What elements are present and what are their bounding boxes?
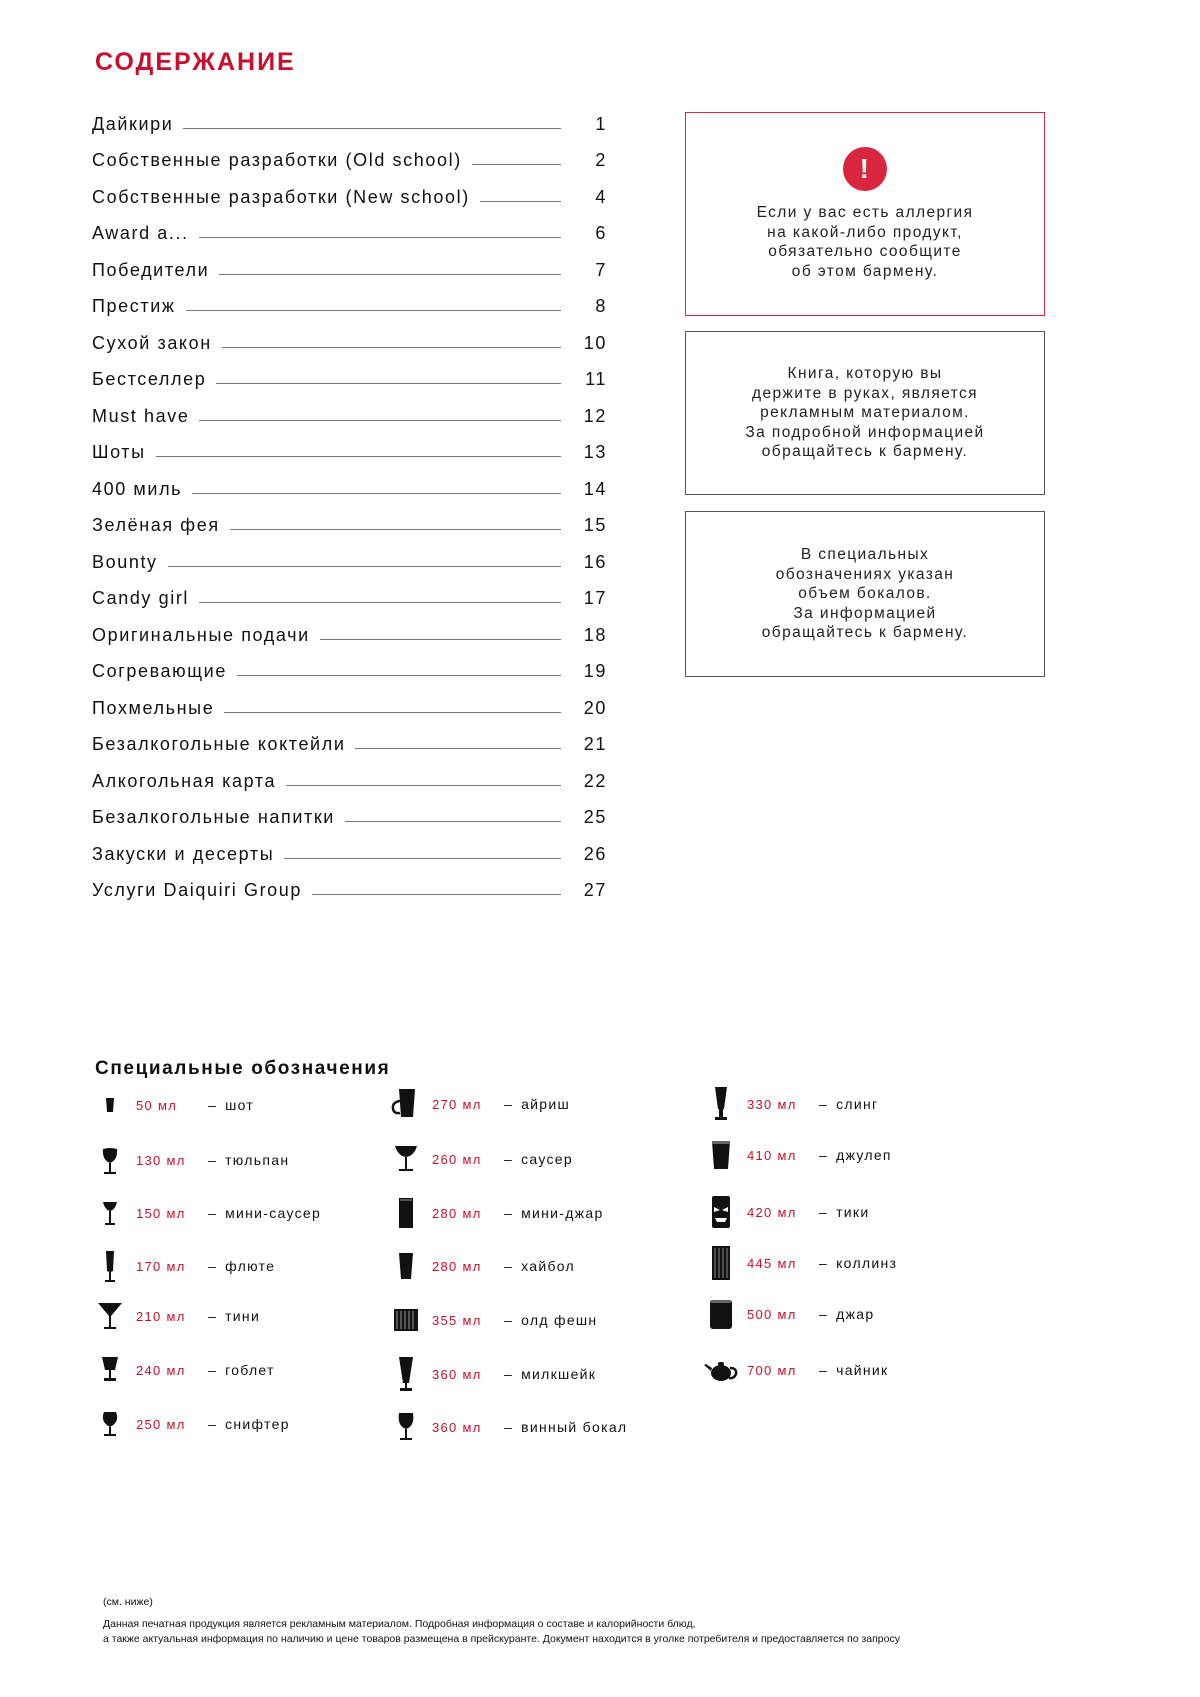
toc-item-label: Candy girl <box>92 588 190 608</box>
tulip-glass-icon <box>90 1143 130 1177</box>
glass-legend-item <box>701 1087 878 1121</box>
glass-legend-item <box>90 1143 289 1177</box>
glass-legend-item <box>701 1353 888 1387</box>
toc-item-page: 6 <box>595 223 607 243</box>
dash-separator: – <box>819 1147 829 1163</box>
toc-item-label: Зелёная фея <box>92 515 220 535</box>
toc-leader-line <box>224 712 561 713</box>
toc-item-page: 14 <box>583 478 607 499</box>
dash-separator: – <box>504 1366 514 1382</box>
toc-item <box>92 463 607 500</box>
glass-legend-item <box>90 1249 275 1283</box>
glass-name: джар <box>836 1306 875 1322</box>
toc-leader-line <box>199 237 561 238</box>
dash-separator: – <box>504 1312 514 1328</box>
toc-leader-line <box>320 639 561 640</box>
glass-legend-item <box>90 1407 290 1441</box>
glass-name: джулеп <box>836 1147 892 1163</box>
irish-glass-icon <box>386 1087 426 1121</box>
toc-item-page: 25 <box>583 807 607 827</box>
advert-notice <box>685 331 1045 495</box>
dash-separator: – <box>819 1362 829 1378</box>
toc-item-label: Согревающие <box>92 661 227 681</box>
footer-disclaimer <box>103 1617 1103 1647</box>
toc-item <box>92 865 607 902</box>
toc-item <box>92 98 607 135</box>
glass-name: снифтер <box>225 1416 290 1432</box>
toc-item-label: Закуски и десерты <box>92 843 275 864</box>
dash-separator: – <box>819 1204 829 1220</box>
glass-legend-item <box>386 1410 627 1444</box>
toc-leader-line <box>312 894 561 895</box>
toc-leader-line <box>230 529 561 530</box>
toc-item <box>92 792 607 829</box>
glass-name: чайник <box>836 1362 889 1378</box>
glass-legend-item <box>701 1246 897 1280</box>
toc-item-label: Бестселлер <box>92 369 207 389</box>
toc-leader-line <box>183 128 561 129</box>
toc-item-page: 27 <box>583 880 607 900</box>
toc-leader-line <box>237 675 561 676</box>
toc-item-page: 1 <box>595 113 607 134</box>
toc-item-label: Собственные разработки (Old school) <box>92 150 462 170</box>
glass-name: айриш <box>521 1096 571 1112</box>
toc-item <box>92 281 607 318</box>
toc-leader-line <box>199 602 561 603</box>
dash-separator: – <box>208 1205 218 1221</box>
glass-volume: 445 мл <box>747 1255 797 1271</box>
dash-separator: – <box>208 1416 218 1432</box>
toc-item <box>92 573 607 610</box>
glass-legend-item <box>386 1196 604 1230</box>
toc-item-label: Award a... <box>92 223 189 243</box>
collins-glass-icon <box>701 1246 741 1280</box>
glass-volume: 240 мл <box>136 1362 186 1378</box>
advert-notice-text: Книга, которую вы держите в руках, является рекламным материалом. За подробной информацией обращайтесь к бармену. <box>745 365 985 461</box>
glass-volume: 280 мл <box>432 1258 482 1274</box>
toc-item-label: Сухой закон <box>92 332 212 353</box>
glass-legend-item <box>386 1087 570 1121</box>
toc-item <box>92 682 607 719</box>
dash-separator: – <box>504 1419 514 1435</box>
toc-leader-line <box>345 821 561 822</box>
flute-glass-icon <box>90 1249 130 1283</box>
glass-volume: 210 мл <box>136 1308 186 1324</box>
dash-separator: – <box>504 1258 514 1274</box>
dash-separator: – <box>819 1096 829 1112</box>
glass-legend-item <box>386 1357 596 1391</box>
toc-item-page: 8 <box>595 296 607 316</box>
glass-volume: 170 мл <box>136 1258 186 1274</box>
toc-item-label: Похмельные <box>92 697 215 718</box>
glass-volume: 700 мл <box>747 1362 797 1378</box>
glass-legend-item <box>386 1142 573 1176</box>
toc-item-label: Безалкогольные напитки <box>92 807 335 827</box>
toc-item-label: Оригинальные подачи <box>92 624 310 645</box>
dash-separator: – <box>819 1306 829 1322</box>
toc-item-page: 13 <box>583 442 607 462</box>
dash-separator: – <box>504 1096 514 1112</box>
julep-glass-icon <box>701 1138 741 1172</box>
footer-note: (см. ниже) <box>103 1596 153 1608</box>
toc-item <box>92 828 607 865</box>
glass-legend-item <box>90 1088 254 1122</box>
shot-glass-icon <box>90 1088 130 1122</box>
toc-item-label: Шоты <box>92 442 146 462</box>
toc-item <box>92 755 607 792</box>
jar-glass-icon <box>701 1297 741 1331</box>
glass-name: шот <box>225 1097 255 1113</box>
toc-item-page: 22 <box>583 770 607 791</box>
toc-item-page: 18 <box>583 624 607 645</box>
glass-volume: 420 мл <box>747 1204 797 1220</box>
glass-name: олд фешн <box>521 1312 598 1328</box>
glass-volume: 410 мл <box>747 1147 797 1163</box>
page-title: СОДЕРЖАНИЕ <box>95 48 296 76</box>
toc-item-label: Bounty <box>92 551 158 572</box>
legend-title: Специальные обозначения <box>95 1058 391 1079</box>
glass-name: мини-джар <box>521 1205 604 1221</box>
toc-item-page: 4 <box>595 186 607 207</box>
glass-volume: 500 мл <box>747 1306 797 1322</box>
toc-item-page: 19 <box>583 661 607 681</box>
toc-leader-line <box>472 164 561 165</box>
glass-volume: 330 мл <box>747 1096 797 1112</box>
glass-legend-item <box>90 1299 260 1333</box>
toc-item <box>92 244 607 281</box>
glass-name: саусер <box>521 1151 573 1167</box>
teapot-icon <box>701 1353 741 1387</box>
toc-item-label: Безалкогольные коктейли <box>92 734 346 754</box>
glass-name: тики <box>836 1204 870 1220</box>
glass-name: мини-саусер <box>225 1205 322 1221</box>
toc-leader-line <box>219 274 561 275</box>
toc-leader-line <box>286 785 561 786</box>
toc-item-page: 21 <box>583 734 607 754</box>
mini-jar-glass-icon <box>386 1196 426 1230</box>
toc-leader-line <box>284 858 561 859</box>
toc-leader-line <box>199 420 561 421</box>
exclamation-icon: ! <box>843 147 887 191</box>
dash-separator: – <box>819 1255 829 1271</box>
toc-item <box>92 427 607 464</box>
glass-name: хайбол <box>521 1258 576 1274</box>
toc-leader-line <box>216 383 561 384</box>
footer-line-1: Данная печатная продукция является рекламным материалом. Подробная информация о составе и калорийности блюд, <box>103 1618 696 1630</box>
dash-separator: – <box>208 1097 218 1113</box>
glasses-notice-text: В специальных обозначениях указан объем бокалов. За информацией обращайтесь к бармену. <box>761 546 969 642</box>
glass-legend-item <box>701 1138 892 1172</box>
glass-volume: 355 мл <box>432 1312 482 1328</box>
toc-item <box>92 500 607 537</box>
dash-separator: – <box>504 1151 514 1167</box>
glass-legend-item <box>90 1353 275 1387</box>
dash-separator: – <box>208 1258 218 1274</box>
wine-glass-icon <box>386 1410 426 1444</box>
glass-volume: 360 мл <box>432 1419 482 1435</box>
dash-separator: – <box>208 1362 218 1378</box>
allergy-notice <box>685 112 1045 316</box>
toc-item-page: 12 <box>583 405 607 426</box>
milkshake-glass-icon <box>386 1357 426 1391</box>
toc-leader-line <box>156 456 561 457</box>
glass-volume: 270 мл <box>432 1096 482 1112</box>
toc-item <box>92 390 607 427</box>
saucer-glass-icon <box>386 1142 426 1176</box>
glass-name: флюте <box>225 1258 276 1274</box>
toc-item <box>92 609 607 646</box>
sling-glass-icon <box>701 1087 741 1121</box>
toc-item-page: 7 <box>595 259 607 280</box>
toc-leader-line <box>480 201 561 202</box>
glass-name: тюльпан <box>225 1152 290 1168</box>
toc-item-page: 20 <box>583 697 607 718</box>
glass-name: гоблет <box>225 1362 275 1378</box>
toc-item-page: 17 <box>583 588 607 608</box>
glass-volume: 260 мл <box>432 1151 482 1167</box>
glass-name: милкшейк <box>521 1366 597 1382</box>
toc-item-label: Собственные разработки (New school) <box>92 186 470 207</box>
toc-item <box>92 719 607 756</box>
table-of-contents <box>92 98 607 901</box>
glass-legend-item <box>386 1303 597 1337</box>
glass-volume: 130 мл <box>136 1152 186 1168</box>
toc-item-label: Дайкири <box>92 113 174 134</box>
toc-item <box>92 208 607 245</box>
glasses-notice <box>685 511 1045 677</box>
snifter-glass-icon <box>90 1407 130 1441</box>
glass-name: слинг <box>836 1096 879 1112</box>
toc-item-page: 26 <box>583 843 607 864</box>
toc-leader-line <box>192 493 561 494</box>
glass-legend-item <box>701 1297 874 1331</box>
glass-legend-item <box>90 1196 321 1230</box>
glass-name: коллинз <box>836 1255 898 1271</box>
toc-item-label: Победители <box>92 259 210 280</box>
dash-separator: – <box>208 1152 218 1168</box>
toc-item <box>92 536 607 573</box>
toc-item-page: 10 <box>583 332 607 353</box>
tiki-glass-icon <box>701 1195 741 1229</box>
toc-leader-line <box>222 347 561 348</box>
glass-volume: 250 мл <box>136 1416 186 1432</box>
glass-legend-item <box>701 1195 869 1229</box>
allergy-notice-text: Если у вас есть аллергия на какой-либо продукт, обязательно сообщите об этом бармену. <box>756 204 974 280</box>
toc-item <box>92 317 607 354</box>
toc-item-label: Must have <box>92 405 190 426</box>
glass-volume: 150 мл <box>136 1205 186 1221</box>
toc-item-label: 400 миль <box>92 478 183 499</box>
highball-glass-icon <box>386 1249 426 1283</box>
toc-item <box>92 135 607 172</box>
toc-item-page: 11 <box>585 369 607 389</box>
toc-item-label: Алкогольная карта <box>92 770 277 791</box>
toc-leader-line <box>355 748 561 749</box>
glass-name: тини <box>225 1308 261 1324</box>
dash-separator: – <box>504 1205 514 1221</box>
toc-leader-line <box>186 310 562 311</box>
toc-item-page: 15 <box>583 515 607 535</box>
toc-item-label: Услуги Daiquiri Group <box>92 880 303 900</box>
mini-saucer-glass-icon <box>90 1196 130 1230</box>
toc-item <box>92 171 607 208</box>
toc-item-label: Престиж <box>92 296 176 316</box>
old-fashioned-glass-icon <box>386 1303 426 1337</box>
toc-item-page: 16 <box>583 551 607 572</box>
martini-glass-icon <box>90 1299 130 1333</box>
glass-volume: 280 мл <box>432 1205 482 1221</box>
glass-name: винный бокал <box>521 1419 628 1435</box>
glass-volume: 360 мл <box>432 1366 482 1382</box>
dash-separator: – <box>208 1308 218 1324</box>
toc-item-page: 2 <box>595 150 607 170</box>
toc-item <box>92 354 607 391</box>
toc-item <box>92 646 607 683</box>
footer-line-2: а также актуальная информация по наличию и цене товаров размещена в прейскуранте. Документ находится в уголке потребителя и предоставляется по запросу <box>103 1633 900 1645</box>
toc-leader-line <box>168 566 561 567</box>
glass-legend-item <box>386 1249 575 1283</box>
goblet-glass-icon <box>90 1353 130 1387</box>
glass-volume: 50 мл <box>136 1097 178 1113</box>
